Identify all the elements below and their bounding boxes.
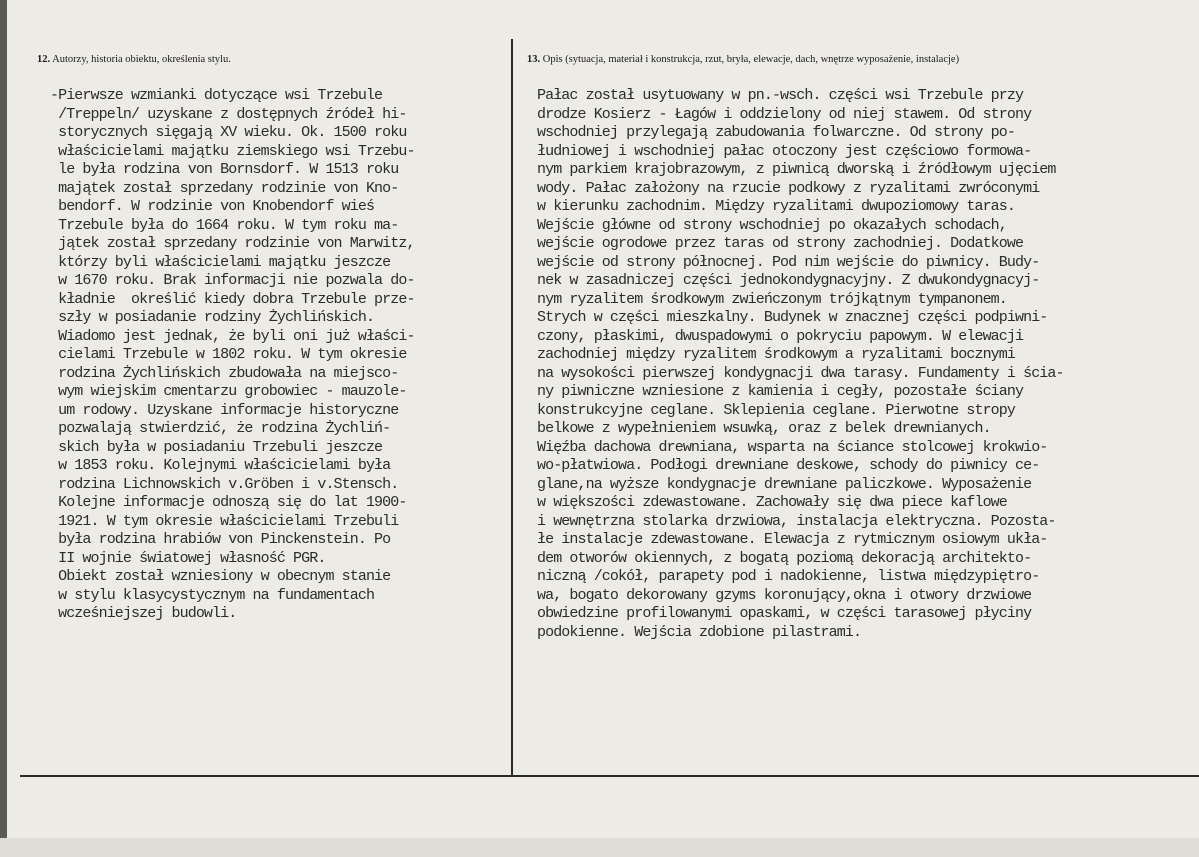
history-text-line: którzy byli właścicielami majątku jeszcze (50, 253, 391, 271)
description-text-line: Wejście główne od strony wschodniej po okazałych schodach, (537, 216, 1007, 234)
description-text-line: belkowe z wypełnieniem wsuwką, oraz z belek drewnianych. (537, 420, 991, 437)
history-text-line: w 1670 roku. Brak informacji nie pozwala do- (50, 272, 415, 289)
description-text-line: w kierunku zachodnim. Między ryzalitami dwupoziomowy taras. (537, 198, 1015, 215)
description-text-line: ny piwniczne wzniesione z kamienia i cegły, pozostałe ściany (537, 383, 1024, 400)
description-text-line: wo-płatwiowa. Podłogi drewniane deskowe, schody do piwnicy ce- (537, 457, 1040, 474)
description-text-line: Pałac został usytuowany w pn.-wsch. części wsi Trzebule przy (537, 87, 1024, 104)
description-text-column (537, 87, 1197, 642)
history-text-line: jątek został sprzedany rodzinie von Marwitz, (50, 235, 415, 252)
history-text-line: le była rodzina von Bornsdorf. W 1513 roku (50, 161, 399, 178)
history-text-line: Trzebule była do 1664 roku. W tym roku ma- (50, 216, 399, 234)
description-text-line: w większości zdewastowane. Zachowały się dwa piece kaflowe (537, 494, 1007, 511)
history-text-line: skich była w posiadaniu Trzebuli jeszcze (50, 438, 383, 456)
column-divider (511, 39, 513, 775)
description-text-line: wa, bogato dekorowany gzyms koronujący,okna i otwory drzwiowe (537, 586, 1032, 604)
history-text-line: wcześniejszej budowli. (50, 605, 237, 622)
history-text-line: w stylu klasycystycznym na fundamentach (50, 586, 375, 604)
description-text-line: glane,na wyższe kondygnacje drewniane paliczkowe. Wyposażenie (537, 475, 1032, 493)
section-12-number: 12. (37, 54, 51, 65)
description-text-line: łe instalacje zdewastowane. Elewacja z rytmicznym osiowym ukła- (537, 531, 1048, 548)
description-text-line: wejście ogrodowe przez taras od strony zachodniej. Dodatkowe (537, 235, 1024, 252)
bottom-rule (20, 775, 1199, 777)
history-text-line: Kolejne informacje odnoszą się do lat 1900- (50, 494, 407, 511)
description-text-line: dem otworów okiennych, z bogatą poziomą dekoracją architekto- (537, 549, 1032, 567)
history-text-line: II wojnie światowej własność PGR. (50, 549, 326, 567)
history-text-line: 1921. W tym okresie właścicielami Trzebuli (50, 512, 399, 530)
history-text-column (50, 87, 500, 624)
description-text-line: konstrukcyjne ceglane. Sklepienia ceglane. Pierwotne stropy (537, 401, 1015, 419)
history-text-line: pozwalają stwierdzić, że rodzina Żychliń- (50, 420, 391, 437)
description-text-line: nek w zasadniczej części jednokondygnacyjny. Z dwukondygnacyj- (537, 272, 1040, 289)
description-text-line: zachodniej między ryzalitem środkowym a ryzalitami bocznymi (537, 346, 1015, 363)
history-text-line: w 1853 roku. Kolejnymi właścicielami była (50, 457, 391, 474)
section-13-heading (527, 54, 959, 65)
section-13-number: 13. (527, 54, 541, 65)
section-12-title: Autorzy, historia obiektu, określenia stylu. (52, 54, 231, 65)
description-text-line: łudniowej i wschodniej pałac otoczony jest częściowo formowa- (537, 142, 1032, 160)
description-text-line: czony, płaskimi, dwuspadowymi o pokryciu papowym. W elewacji (537, 327, 1024, 345)
description-text-line: wschodniej przylegają zabudowania folwarczne. Od strony po- (537, 124, 1015, 141)
description-text-line: niczną /cokół, parapety pod i nadokienne, listwa międzypiętro- (537, 568, 1040, 585)
description-text-line: wejście od strony północnej. Pod nim wejście do piwnicy. Budy- (537, 253, 1040, 271)
history-text-line: -Pierwsze wzmianki dotyczące wsi Trzebule (50, 87, 383, 104)
description-text-line: i wewnętrzna stolarka drzwiowa, instalacja elektryczna. Pozosta- (537, 512, 1056, 530)
description-text-line: nym ryzalitem środkowym zwieńczonym trójkątnym tympanonem. (537, 290, 1007, 308)
history-text-line: um rodowy. Uzyskane informacje historyczne (50, 401, 399, 419)
history-text-line: była rodzina hrabiów von Pinckenstein. Po (50, 531, 391, 548)
history-text-line: Wiadomo jest jednak, że byli oni już właści- (50, 327, 415, 345)
history-text-line: kładnie określić kiedy dobra Trzebule prze- (50, 290, 415, 308)
history-text-line: właścicielami majątku ziemskiego wsi Trzebu- (50, 142, 415, 160)
history-text-line: wym wiejskim cmentarzu grobowiec - mauzole- (50, 383, 407, 400)
description-text-line: Strych w części mieszkalny. Budynek w znacznej części podpiwni- (537, 309, 1048, 326)
history-text-line: majątek został sprzedany rodzinie von Kno- (50, 179, 399, 197)
history-text-line: cielami Trzebule w 1802 roku. W tym okresie (50, 346, 407, 363)
history-text-line: rodzina Lichnowskich v.Gröben i v.Stensch. (50, 475, 399, 493)
history-text-line: storycznych sięgają XV wieku. Ok. 1500 roku (50, 124, 407, 141)
history-text-line: szły w posiadanie rodziny Żychlińskich. (50, 309, 375, 326)
page-left-edge (0, 0, 7, 857)
description-text-line: drodze Kosierz - Łagów i oddzielony od niej stawem. Od strony (537, 105, 1032, 123)
history-text-line: /Treppeln/ uzyskane z dostępnych źródeł hi- (50, 105, 407, 123)
description-text-line: nym parkiem krajobrazowym, z piwnicą dworską i źródłowym ujęciem (537, 161, 1056, 178)
history-text-line: rodzina Żychlińskich zbudowała na miejsco- (50, 364, 399, 382)
history-text-line: Obiekt został wzniesiony w obecnym stanie (50, 568, 391, 585)
description-text-line: podokienne. Wejścia zdobione pilastrami. (537, 623, 862, 641)
history-text-line: bendorf. W rodzinie von Knobendorf wieś (50, 198, 375, 215)
section-12-heading (37, 54, 231, 65)
page-bottom-margin (0, 838, 1199, 857)
description-text-line: wody. Pałac założony na rzucie podkowy z ryzalitami zwróconymi (537, 179, 1040, 197)
section-13-title: Opis (sytuacja, materiał i konstrukcja, rzut, bryła, elewacje, dach, wnętrze wyposażenie, instalacje) (542, 54, 960, 65)
description-text-line: obwiedzine profilowanymi opaskami, w części tarasowej płyciny (537, 605, 1032, 622)
description-text-line: na wysokości pierwszej kondygnacji dwa tarasy. Fundamenty i ścia- (537, 364, 1064, 382)
description-text-line: Więźba dachowa drewniana, wsparta na ściance stolcowej krokwio- (537, 438, 1048, 456)
